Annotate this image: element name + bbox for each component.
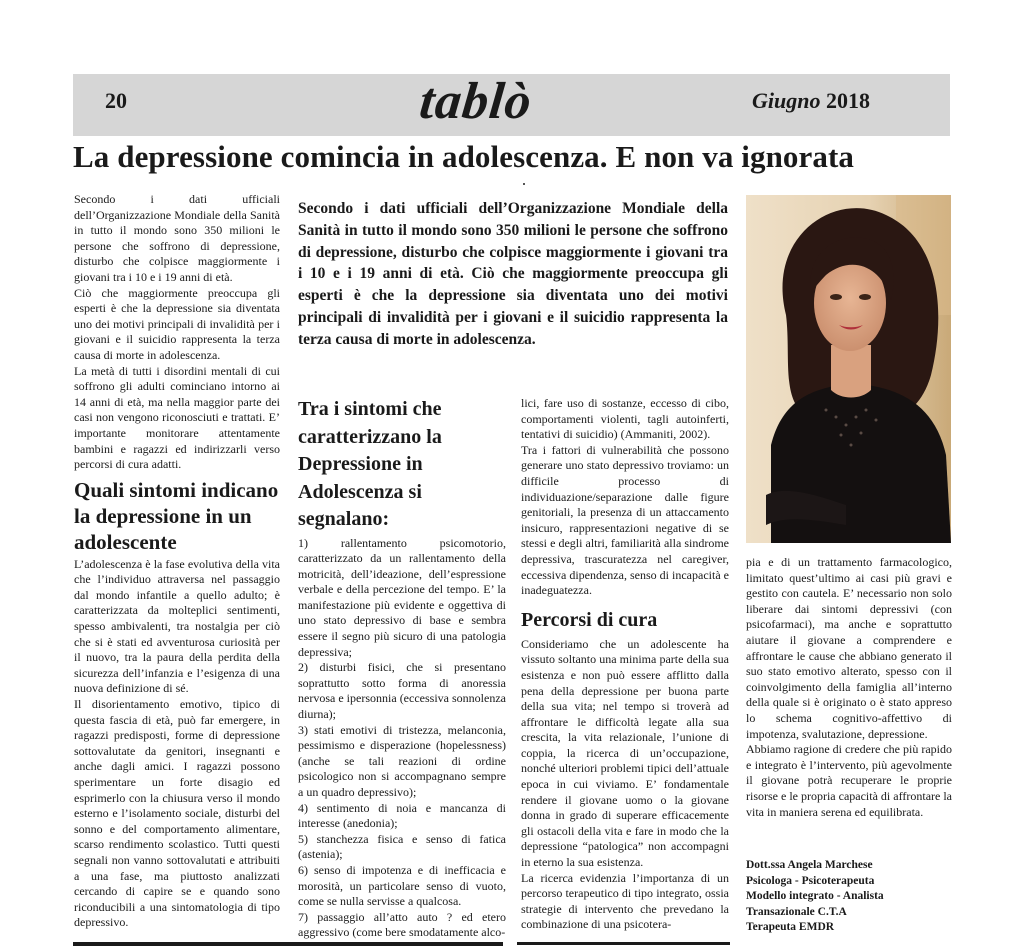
- list-item: 6) senso di impotenza e di inefficacia e morosità, un particolare senso di vuoto, come se nulla servisse a qualcosa.: [298, 862, 506, 909]
- issue-year: 2018: [825, 88, 870, 113]
- column-2: [298, 396, 506, 941]
- paragraph: Tra i fattori di vulnerabilità che possono generare uno stato depressivo troviamo: un difficile processo di individuazione/separazione dalle figure genitoriali, la presenza di un attaccamento insicuro, rappresentazioni negative di se stessi e degli altri, familiarità alla sindrome depressiva, trascuratezza nel caregiver, eccessiva dipendenza, senso di incapacità e inadeguatezza.: [521, 442, 729, 598]
- paragraph: lici, fare uso di sostanze, eccesso di cibo, comportamenti violenti, tagli autoinferti, tentativi di suicidio) (Ammaniti, 2002).: [521, 396, 729, 442]
- portrait-illustration: [746, 195, 951, 543]
- list-item: 3) stati emotivi di tristezza, melanconia, pessimismo e disperazione (hopelessness) (anche se tali reazioni di ordine psicologico non si accompagnano sempre a un quadro depressivo);: [298, 722, 506, 799]
- issue-date: [752, 88, 870, 114]
- page-number: 20: [105, 88, 127, 113]
- article-headline: La depressione comincia in adolescenza. E non va ignorata: [73, 139, 855, 174]
- list-item: 5) stanchezza fisica e senso di fatica (astenia);: [298, 831, 506, 862]
- paragraph: Secondo i dati ufficiali dell’Organizzazione Mondiale della Sanità in tutto il mondo sono 350 milioni le persone che soffrono di depressione, disturbo che colpisce maggiormente i giovani tra i 10 e i 19 anni di età.: [74, 192, 280, 284]
- author-title: Modello integrato - Analista: [746, 890, 884, 902]
- author-title: Transazionale C.T.A: [746, 905, 847, 918]
- bottom-rule: [517, 942, 730, 945]
- lead-paragraph: Secondo i dati ufficiali dell’Organizzazione Mondiale della Sanità in tutto il mondo sono 350 milioni le persone che soffrono di depressione, disturbo che colpisce maggiormente i giovani tra i 10 e i 19 anni di età. Ciò che maggiormente preoccupa gli esperti è che la depressione sia diventata uno dei motivi principali di invalidità per i giovani e il suicidio rappresenta la terza causa di morte in adolescenza.: [298, 200, 728, 348]
- subheading-symptoms: Quali sintomi indicano la depressione in un adolescente: [74, 477, 279, 554]
- list-item: 1) rallentamento psicomotorio, caratterizzato da un rallentamento della motricità, dell’ideazione, dell’espressione verbale e della percezione del tempo. E’ la manifestazione più evidente e oggettiva di uno stato depressivo di base e sembra essere il segno più sicuro di una patologia depressiva;: [298, 535, 506, 659]
- author-title: Terapeuta EMDR: [746, 921, 835, 933]
- author-title: Psicologa - Psicoterapeuta: [746, 874, 875, 887]
- masthead-logo: tablò: [417, 73, 535, 130]
- author-name: Dott.ssa Angela Marchese: [746, 859, 873, 871]
- subheading-symptom-list: Tra i sintomi che caratterizzano la Depressione in Adolescenza si segnalano:: [298, 398, 442, 530]
- column-4: [746, 555, 952, 820]
- list-item: 2) disturbi fisici, che si presentano soprattutto sotto forma di anoressia nervosa e ipersonnia (eccessiva sonnolenza diurna);: [298, 660, 506, 722]
- paragraph: La metà di tutti i disordini mentali di cui soffrono gli adulti cominciano intorno ai 14 anni di età, ma nella maggior parte dei casi non vengono riconosciuti e trattati. E’ importante monitorare attentamente bambini e ragazzi ed indirizzarli verso percorsi di cura adatti.: [74, 363, 280, 472]
- issue-month: Giugno: [752, 88, 821, 113]
- paragraph: pia e di un trattamento farmacologico, limitato quest’ultimo ai casi più gravi e gestito con cautela. E’ necessario non solo liberare dai sintomi depressivi (con psicofarmaci), ma anche e soprattutto aiutare il giovane a comprendere e affrontare le cause che abbiano generato il suo stato emotivo alterato, spesso con il coinvolgimento della famiglia all’interno della quale si è originato o è stato appreso lo schema cognitivo-affettivo di impotenza, svalutazione, depressione.: [746, 555, 952, 741]
- decorative-dot: [523, 183, 525, 185]
- list-item: 4) sentimento di noia e mancanza di interesse (anedonia);: [298, 800, 506, 831]
- column-3: [521, 396, 729, 933]
- bottom-rule: [73, 942, 503, 946]
- paragraph: La ricerca evidenzia l’importanza di un percorso terapeutico di tipo integrato, ossia strategie di intervento che prevedano la combinazione di una psicotera-: [521, 870, 729, 932]
- paragraph: Abbiamo ragione di credere che più rapido e integrato è l’intervento, più agevolmente il giovane potrà recuperare le proprie risorse e le propria capacità di affrontare la vita in maniera serena ed equilibrata.: [746, 742, 953, 819]
- author-photo: [746, 195, 951, 543]
- list-item: 7) passaggio all’atto auto ? ed etero aggressivo (come bere smodatamente alco-: [298, 909, 506, 940]
- subheading-treatment: Percorsi di cura: [521, 608, 658, 631]
- author-signature: [746, 858, 884, 936]
- column-1: [74, 192, 280, 931]
- paragraph: L’adolescenza è la fase evolutiva della vita che l’individuo attraversa nel passaggio dal mondo infantile a quello adulto; è caratterizzata da molteplici sentimenti, spesso ambivalenti, tra nostalgia per ciò che si è stati ed avventurosa curiosità per il nuovo, tra la paura della perdita della sicurezza dell’infanzia e l’esigenza di una nuova definizione di sé.: [74, 556, 280, 696]
- paragraph: Ciò che maggiormente preoccupa gli esperti è che la depressione sia diventata uno dei motivi principali di invalidità per i giovani e il suicidio rappresenta la terza causa di morte in adolescenza.: [74, 285, 280, 362]
- paragraph: Consideriamo che un adolescente ha vissuto soltanto una minima parte della sua esistenza e non può essere afflitto dalla pena della depressione per buona parte della sua vita; nel tempo si troverà ad affrontare le difficoltà legate alla sua crescita, la vita relazionale, l’unione di coppia, la ricerca di un’occupazione, nonché ulteriori problemi tipici dell’attuale epoca in cui viviamo. E’ fondamentale rendere il giovane uomo o la giovane donna in grado di superare efficacemente gli ostacoli della vita e fare in modo che la depressione “patologica” non accompagni in eterno la sua esistenza.: [521, 636, 729, 870]
- paragraph: Il disorientamento emotivo, tipico di questa fascia di età, può far emergere, in ragazzi predisposti, forme di depressione sottovalutate da genitori, insegnanti e anche dagli amici. I ragazzi possono sperimentare un forte disagio ed esprimerlo con la chiusura verso il mondo esterno e l’isolamento sociale, disturbi del sonno e del comportamento alimentare, scarso rendimento scolastico. Tutti questi segnali non vanno sottovalutati e attribuiti a una fase, ma piuttosto analizzati cercando di capire se e quando sono riconducibili a una sintomatologia di tipo depressivo.: [74, 697, 280, 930]
